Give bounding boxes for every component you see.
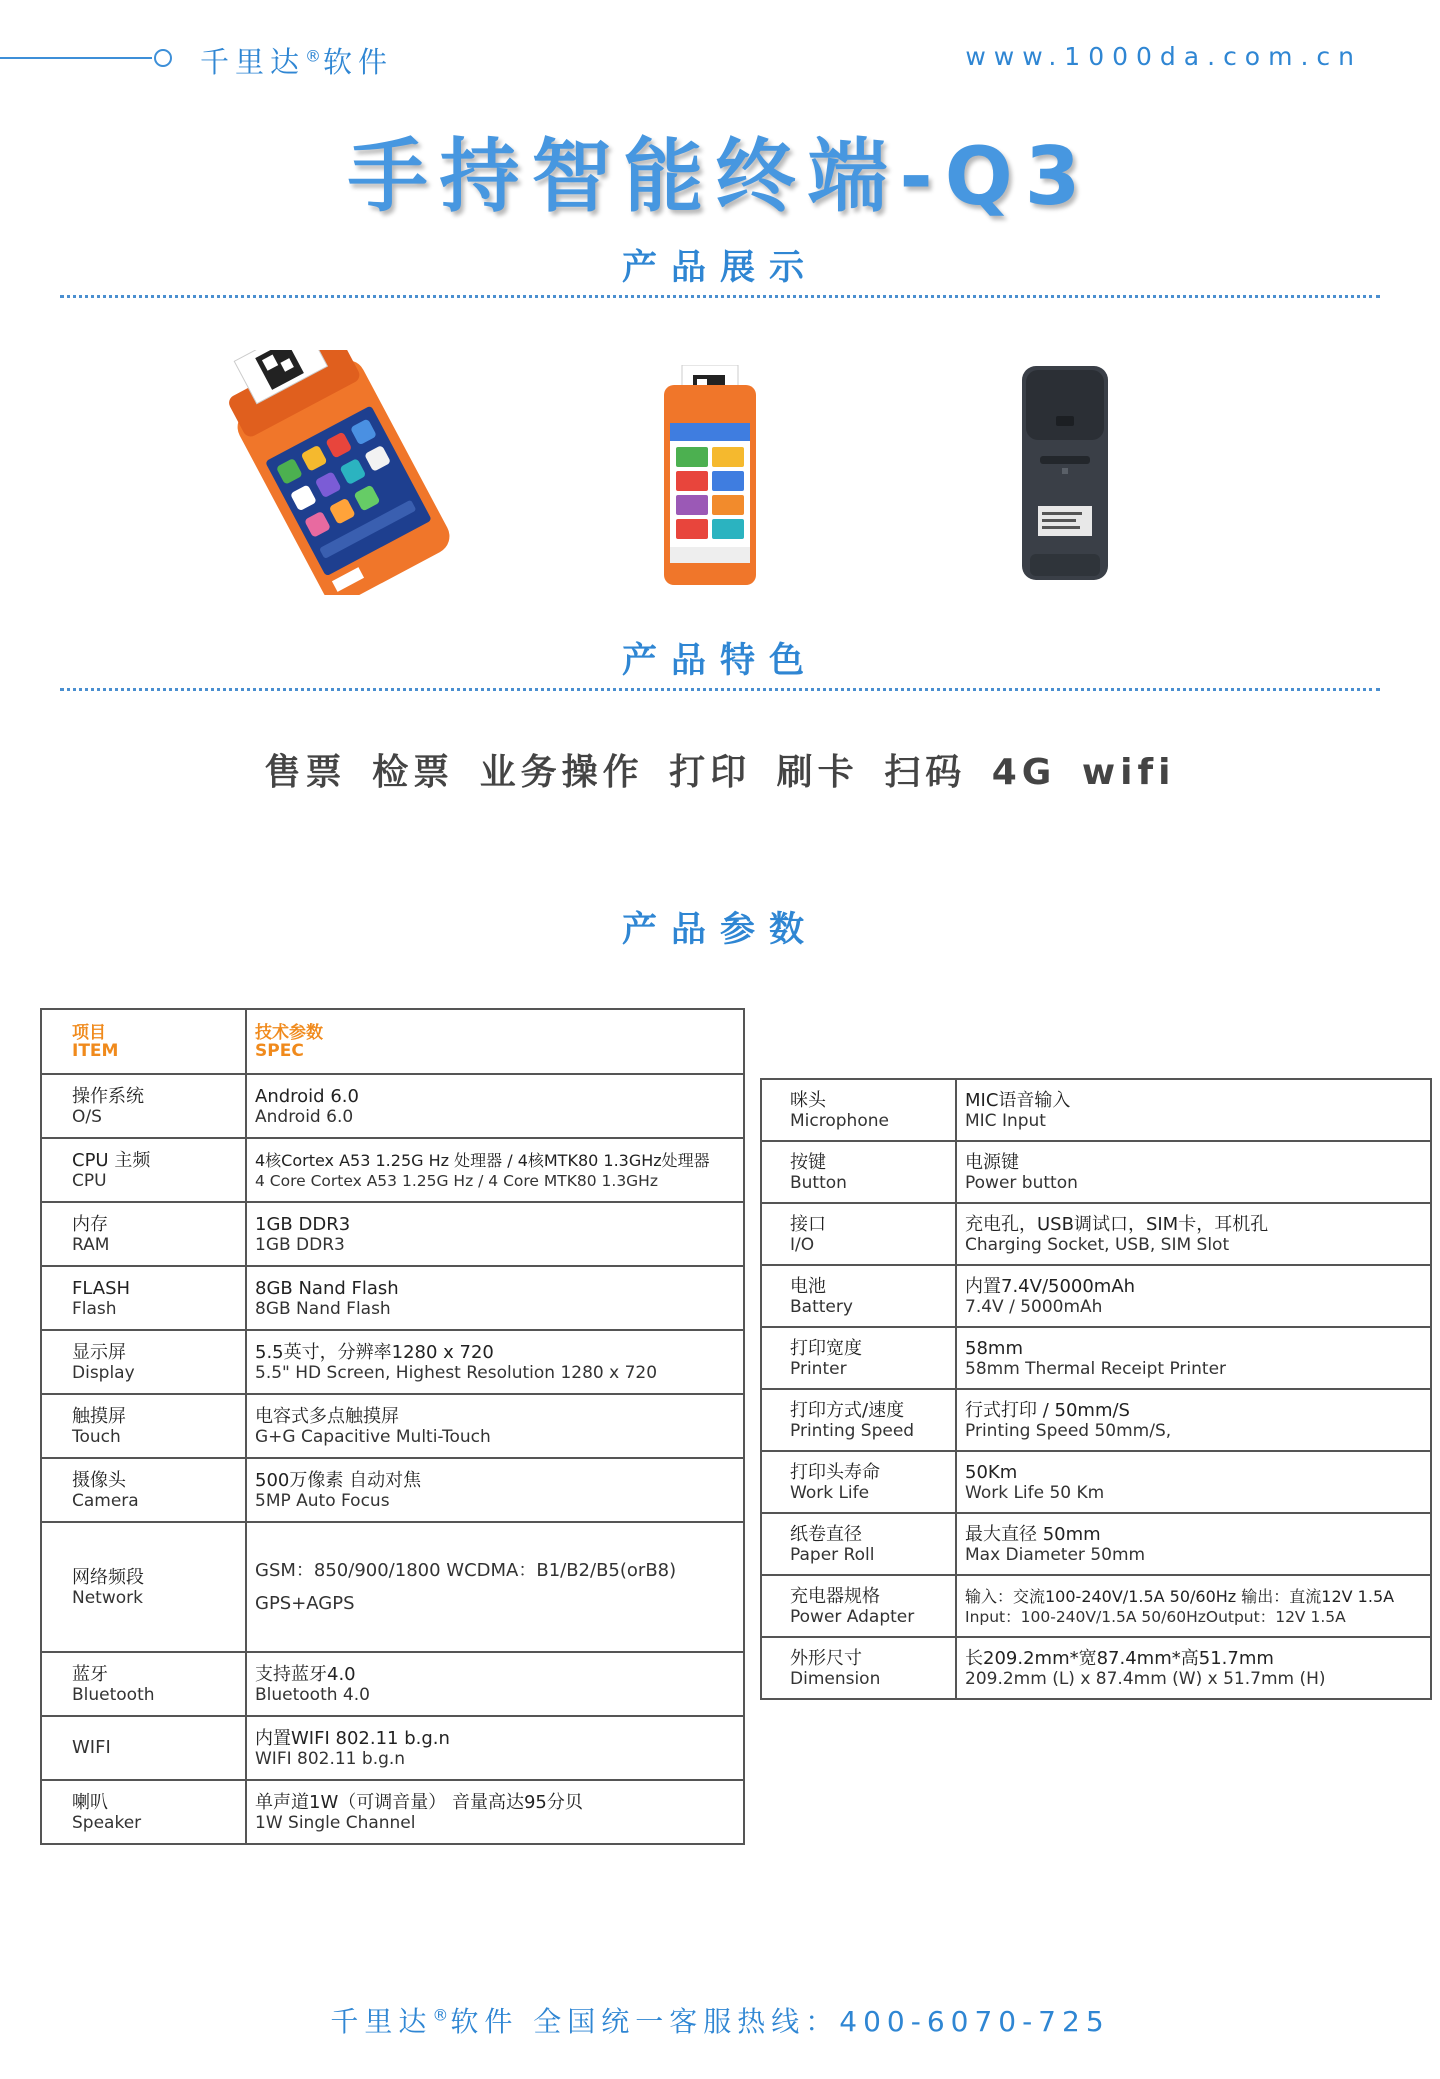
row-value-en: Bluetooth 4.0: [255, 1684, 370, 1705]
row-value-cn: 1GB DDR3: [255, 1213, 351, 1235]
footer-text: 软件 全国统一客服热线：400-6070-725: [450, 2005, 1110, 2038]
row-key-en: O/S: [72, 1106, 102, 1127]
row-value-cn: 电容式多点触摸屏: [255, 1405, 399, 1427]
section-title-features: 产品特色: [621, 641, 818, 681]
row-value-cn: 电源键: [965, 1151, 1019, 1173]
row-key-en: RAM: [72, 1234, 110, 1255]
table-row: [41, 1202, 744, 1266]
table-row: [41, 1138, 744, 1202]
row-key-cn: 蓝牙: [72, 1663, 108, 1685]
row-value-cn: 58mm: [965, 1337, 1023, 1359]
features-text: 售票 检票 业务操作 打印 刷卡 扫码 4G wifi: [264, 752, 1176, 793]
row-key-cn: 打印头寿命: [790, 1461, 880, 1483]
row-value-en: 58mm Thermal Receipt Printer: [965, 1358, 1227, 1379]
row-key-en: I/O: [790, 1234, 815, 1255]
row-value-en: 1GB DDR3: [255, 1234, 345, 1255]
row-key-en: Touch: [72, 1426, 121, 1447]
row-key-en: Power Adapter: [790, 1606, 915, 1627]
row-value-en: 8GB Nand Flash: [255, 1298, 391, 1319]
spec-table-left: [40, 1008, 745, 1845]
row-value-en: Max Diameter 50mm: [965, 1544, 1146, 1565]
row-key-en: Dimension: [790, 1668, 881, 1689]
row-value-en: 4 Core Cortex A53 1.25G Hz / 4 Core MTK80 1.3GHz: [255, 1171, 658, 1190]
row-key-en: WIFI: [72, 1737, 111, 1758]
table-row: [761, 1451, 1431, 1513]
row-value-en: Charging Socket, USB, SIM Slot: [965, 1234, 1230, 1255]
row-value-cn: 充电孔，USB调试口，SIM卡，耳机孔: [965, 1213, 1269, 1235]
row-value-cn: 内置WIFI 802.11 b.g.n: [255, 1727, 450, 1749]
row-key-en: Paper Roll: [790, 1544, 875, 1565]
footer-brand: 千里达: [330, 2005, 433, 2038]
table-row: [761, 1327, 1431, 1389]
spec-table-right: [760, 1078, 1432, 1700]
row-key-cn: 打印方式/速度: [790, 1399, 905, 1421]
row-value-cn: Android 6.0: [255, 1085, 359, 1107]
row-key-cn: CPU 主频: [72, 1149, 151, 1171]
table-row: [41, 1074, 744, 1138]
row-key-cn: 网络频段: [72, 1566, 144, 1588]
section-title-params: 产品参数: [621, 910, 818, 950]
row-key-cn: 电池: [790, 1275, 826, 1297]
table-row: [761, 1637, 1431, 1699]
row-value-network: GSM：850/900/1800 WCDMA：B1/B2/B5(orB8): [255, 1560, 677, 1581]
row-value-cn: 内置7.4V/5000mAh: [965, 1275, 1136, 1297]
row-value-cn: 最大直径 50mm: [965, 1523, 1101, 1545]
header-spec-cn: 技术参数: [255, 1022, 323, 1043]
row-key-en: Printer: [790, 1358, 847, 1379]
row-value-en: 5.5" HD Screen, Highest Resolution 1280 x 720: [255, 1362, 658, 1383]
row-key-cn: 摄像头: [72, 1469, 126, 1491]
table-row: [761, 1079, 1431, 1141]
header-item-en: ITEM: [72, 1040, 119, 1061]
table-row: [41, 1780, 744, 1844]
row-value-cn: 长209.2mm*宽87.4mm*高51.7mm: [965, 1647, 1274, 1669]
row-key-cn: 纸卷直径: [790, 1523, 862, 1545]
row-key-cn: FLASH: [72, 1277, 131, 1299]
row-key-cn: 按键: [790, 1151, 826, 1173]
row-key-cn: 接口: [790, 1213, 826, 1235]
table-row: [41, 1716, 744, 1780]
table-row: [41, 1330, 744, 1394]
row-key-en: Battery: [790, 1296, 853, 1317]
row-value-cn: MIC语音输入: [965, 1089, 1071, 1111]
section-title-showcase: 产品展示: [621, 248, 818, 288]
row-value-en: 1W Single Channel: [255, 1812, 416, 1833]
row-key-en: Bluetooth: [72, 1684, 155, 1705]
row-key-cn: 喇叭: [72, 1791, 108, 1813]
row-value-en: 209.2mm (L) x 87.4mm (W) x 51.7mm (H): [965, 1668, 1326, 1689]
row-value-en: MIC Input: [965, 1110, 1046, 1131]
row-key-en: Display: [72, 1362, 135, 1383]
row-value-cn: 4核Cortex A53 1.25G Hz 处理器 / 4核MTK80 1.3GHz处理器: [255, 1150, 710, 1170]
header-item-cn: 项目: [72, 1022, 106, 1043]
table-row: [761, 1265, 1431, 1327]
row-value-en: 7.4V / 5000mAh: [965, 1296, 1103, 1317]
table-row: [761, 1389, 1431, 1451]
table-row: [41, 1522, 744, 1652]
row-value-gps: GPS+AGPS: [255, 1593, 355, 1614]
section-divider: [60, 295, 1380, 298]
row-key-cn: 操作系统: [72, 1085, 144, 1107]
row-key-cn: 内存: [72, 1213, 108, 1235]
row-value-en: G+G Capacitive Multi-Touch: [255, 1426, 491, 1447]
row-key-en: CPU: [72, 1170, 107, 1191]
row-value-en: Printing Speed 50mm/S,: [965, 1420, 1172, 1441]
row-value-cn: 5.5英寸，分辨率1280 x 720: [255, 1341, 494, 1363]
page-title: 手持智能终端-Q3: [347, 130, 1093, 223]
table-header-row: [41, 1009, 744, 1074]
row-value-cn: 单声道1W（可调音量） 音量高达95分贝: [255, 1791, 583, 1813]
row-key-cn: 外形尺寸: [790, 1647, 862, 1669]
section-divider: [60, 688, 1380, 691]
table-row: [41, 1458, 744, 1522]
row-key-en: Network: [72, 1587, 143, 1608]
row-key-cn: 打印宽度: [790, 1337, 862, 1359]
row-key-en: Printing Speed: [790, 1420, 915, 1441]
row-value-cn: 50Km: [965, 1461, 1018, 1483]
row-value-en: Android 6.0: [255, 1106, 354, 1127]
row-value-en: WIFI 802.11 b.g.n: [255, 1748, 406, 1769]
row-key-cn: 充电器规格: [790, 1585, 880, 1607]
row-value-cn: 支持蓝牙4.0: [255, 1663, 356, 1685]
row-value-en: Input：100-240V/1.5A 50/60HzOutput：12V 1.5A: [965, 1607, 1346, 1626]
row-value-en: 5MP Auto Focus: [255, 1490, 390, 1511]
website-link[interactable]: www.1000da.com.cn: [965, 42, 1362, 71]
row-value-en: Power button: [965, 1172, 1078, 1193]
table-row: [761, 1203, 1431, 1265]
device-front-image: [660, 365, 760, 585]
row-key-cn: 显示屏: [72, 1341, 126, 1363]
row-key-cn: 触摸屏: [72, 1405, 126, 1427]
device-angled-image: [215, 350, 465, 595]
table-row: [41, 1652, 744, 1716]
footer-hotline: 千里达®软件 全国统一客服热线：400-6070-725: [330, 2005, 1110, 2038]
row-key-en: Flash: [72, 1298, 117, 1319]
row-key-en: Speaker: [72, 1812, 142, 1833]
row-key-cn: 咪头: [790, 1089, 826, 1111]
row-key-en: Work Life: [790, 1482, 870, 1503]
row-value-en: Work Life 50 Km: [965, 1482, 1105, 1503]
row-value-cn: 8GB Nand Flash: [255, 1277, 399, 1299]
table-row: [41, 1266, 744, 1330]
device-back-image: [1020, 364, 1110, 584]
row-key-en: Button: [790, 1172, 847, 1193]
header-line: [0, 57, 152, 59]
row-key-en: Microphone: [790, 1110, 889, 1131]
row-value-cn: 行式打印 / 50mm/S: [965, 1399, 1130, 1421]
header-circle-icon: [154, 49, 172, 67]
header-spec-en: SPEC: [255, 1040, 304, 1061]
table-row: [761, 1513, 1431, 1575]
table-row: [761, 1575, 1431, 1637]
brand-name: 千里达®软件: [200, 45, 394, 79]
table-row: [41, 1394, 744, 1458]
table-row: [761, 1141, 1431, 1203]
row-value-cn: 500万像素 自动对焦: [255, 1469, 422, 1491]
row-value-cn: 输入：交流100-240V/1.5A 50/60Hz 输出：直流12V 1.5A: [965, 1586, 1395, 1606]
row-key-en: Camera: [72, 1490, 139, 1511]
